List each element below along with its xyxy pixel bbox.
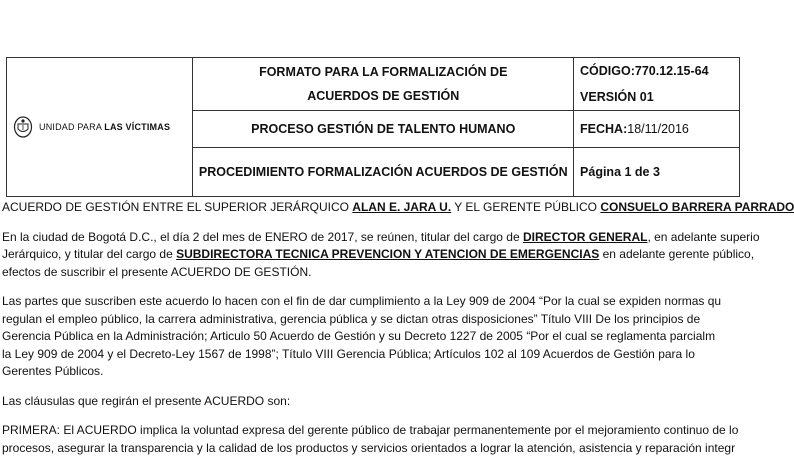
paragraph-3-line-2: regulan el empleo público, la carrera administrativa, gerencia pública y se dictan otras disposiciones” Título VIII De los principios de (2, 311, 701, 326)
manager-position: SUBDIRECTORA TECNICA PREVENCION Y ATENCION DE EMERGENCIAS (176, 247, 600, 261)
document-body (0, 199, 794, 457)
form-title-line2: ACUERDOS DE GESTIÓN (307, 89, 460, 103)
form-title-line1: FORMATO PARA LA FORMALIZACIÓN DE (259, 65, 508, 79)
paragraph-3-line-3: Gerencia Pública en la Administración; Articulo 50 Acuerdo de Gestión y su Decreto 1227 de 2005 “Por el cual se reglamenta parcialm (2, 329, 716, 343)
process-title: PROCESO GESTIÓN DE TALENTO HUMANO (193, 111, 574, 148)
logo-cell (7, 58, 193, 197)
page-number: Página 1 de 3 (574, 148, 740, 197)
clauses-intro: Las cláusulas que regirán el presente ACUERDO son: (2, 393, 291, 408)
logo (7, 116, 192, 138)
coat-of-arms-icon (13, 116, 33, 138)
date-value: 18/11/2016 (627, 122, 689, 136)
manager-name: CONSUELO BARRERA PARRADO (600, 200, 794, 214)
date-label: FECHA: (580, 122, 628, 136)
superior-name: ALAN E. JARA U. (352, 200, 452, 214)
code-value: 770.12.15-64 (634, 64, 709, 78)
paragraph-3-line-1: Las partes que suscriben este acuerdo lo hacen con el fin de dar cumplimiento a la Ley 909 de 2004 “Por la cual se expiden normas qu (2, 294, 722, 308)
clause-1-line-2: procesos, asegurar la transparencia y la calidad de los productos y servicios orientados a lograr la atención, asistencia y reparación integr (2, 440, 736, 455)
document-header-table (6, 57, 740, 197)
clause-1-line-1: PRIMERA: El ACUERDO implica la voluntad expresa del gerente público de trabajar permanentemente por el mejoramiento continuo de lo (2, 423, 739, 437)
date-cell (574, 111, 740, 148)
superior-position: DIRECTOR GENERAL (522, 229, 648, 244)
code-label: CÓDIGO: (580, 64, 635, 78)
paragraph-2-line-2: Jerárquico, y titular del cargo de SUBDIRECTORA TECNICA PREVENCION Y ATENCION DE EMERGENCIAS en adelante gerente público, (2, 247, 755, 261)
paragraph-2-line-1: En la ciudad de Bogotá D.C., el día 2 del mes de ENERO de 2017, se reúnen, titular del cargo de DIRECTOR GENERAL, en adelante superio (2, 229, 760, 244)
form-title (193, 58, 574, 111)
paragraph-2-line-3: efectos de suscribir el presente ACUERDO DE GESTIÓN. (2, 264, 312, 279)
logo-text: UNIDAD PARA LAS VÍCTIMAS (39, 122, 171, 132)
paragraph-3-line-5: Gerentes Públicos. (2, 364, 104, 378)
procedure-title: PROCEDIMIENTO FORMALIZACIÓN ACUERDOS DE GESTIÓN (193, 148, 574, 197)
version-label: VERSIÓN 01 (580, 90, 654, 104)
paragraph-3-line-4: la Ley 909 de 2004 y el Decreto-Ley 1567 de 1998”; Título VIII Gerencia Pública; Artículos 102 al 109 Acuerdos de Gestión para lo (2, 346, 695, 361)
agreement-heading: ACUERDO DE GESTIÓN ENTRE EL SUPERIOR JERÁRQUICO ALAN E. JARA U. Y EL GERENTE PÚBLICO CONSUELO BARRERA PARRADO (2, 200, 794, 214)
code-cell (574, 58, 740, 111)
